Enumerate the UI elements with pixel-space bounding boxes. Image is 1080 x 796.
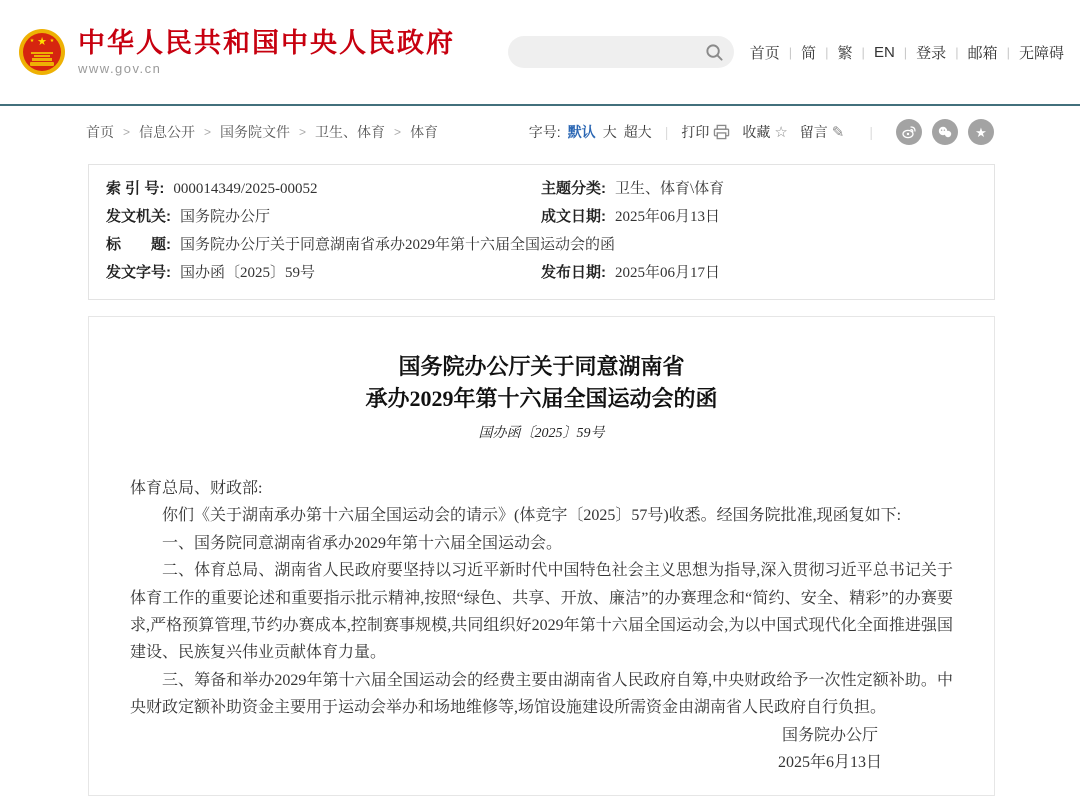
- font-size-default[interactable]: 默认: [567, 124, 596, 140]
- meta-theme-value: 卫生、体育\体育: [615, 181, 725, 197]
- meta-agency-value: 国务院办公厅: [180, 209, 271, 225]
- document-body: [130, 475, 953, 776]
- breadcrumb: [86, 122, 438, 142]
- signature-org: 国务院办公厅: [781, 726, 878, 744]
- star-outline-icon: ☆: [774, 124, 788, 141]
- star-icon: ★: [975, 124, 987, 140]
- meta-index-label: 索 引 号:: [106, 180, 165, 197]
- share-weibo-button[interactable]: [896, 119, 922, 145]
- document-content: [88, 316, 995, 796]
- nav-accessibility[interactable]: 无障碍: [1018, 44, 1064, 62]
- nav-english[interactable]: EN: [873, 43, 895, 61]
- document-number: 国办函〔2025〕59号: [478, 426, 605, 441]
- meta-written-date-label: 成文日期:: [541, 208, 606, 225]
- meta-row: [89, 259, 994, 287]
- signature-block: [130, 722, 953, 777]
- printer-icon: [713, 124, 730, 140]
- site-identity: [78, 28, 455, 76]
- page-tools: 字号: 默认 大 超大 | 打印 收藏 ☆ 留言 ✎ | ★: [529, 119, 994, 145]
- top-nav: 首页 | 简 | 繁 | EN | 登录 | 邮箱 | 无障碍: [749, 43, 1064, 62]
- nav-mail[interactable]: 邮箱: [967, 44, 998, 62]
- site-logo[interactable]: [18, 28, 455, 76]
- crumb-sports[interactable]: 体育: [410, 124, 439, 140]
- crumb-health-sports[interactable]: 卫生、体育: [315, 124, 386, 140]
- svg-text:★: ★: [49, 38, 55, 44]
- favorite-button[interactable]: 收藏 ☆: [742, 124, 788, 141]
- meta-written-date-value: 2025年06月13日: [615, 209, 721, 225]
- meta-agency-label: 发文机关:: [106, 208, 171, 225]
- meta-publish-date-label: 发布日期:: [541, 264, 606, 281]
- meta-publish-date-value: 2025年06月17日: [615, 265, 721, 281]
- chevron-right-icon: >: [123, 125, 131, 139]
- crumb-home[interactable]: 首页: [86, 124, 114, 140]
- chevron-right-icon: >: [204, 125, 212, 139]
- weibo-icon: [901, 124, 917, 140]
- site-header: [0, 0, 1080, 106]
- search-box[interactable]: [508, 36, 734, 68]
- search-icon: [705, 43, 724, 62]
- comment-button[interactable]: 留言 ✎: [799, 124, 845, 141]
- signature-date: 2025年6月13日: [777, 754, 882, 772]
- meta-row: [89, 203, 994, 231]
- svg-text:★: ★: [37, 36, 47, 48]
- meta-doc-number-value: 国办函〔2025〕59号: [180, 265, 316, 281]
- chevron-right-icon: >: [394, 125, 402, 139]
- paragraph: 二、体育总局、湖南省人民政府要坚持以习近平新时代中国特色社会主义思想为指导,深入贯彻习近平总书记关于体育工作的重要论述和重要指示批示精神,按照“绿色、共享、开放、廉洁”的办赛理念和“简约、安全、精彩”的办赛要求,严格预算管理,节约办赛成本,控制赛事规模,共同组织好2029年第十六届全国运动会,为以中国式现代化全面推进强国建设、民族复兴伟业贡献体育力量。: [130, 562, 953, 662]
- crumb-state-council-docs[interactable]: 国务院文件: [220, 124, 291, 140]
- meta-title-value: 国务院办公厅关于同意湖南省承办2029年第十六届全国运动会的函: [180, 237, 616, 253]
- national-emblem-icon: [18, 28, 66, 76]
- font-size-large[interactable]: 大: [602, 124, 617, 140]
- nav-home[interactable]: 首页: [749, 44, 780, 62]
- font-size-label: 字号:: [528, 124, 561, 140]
- share-wechat-button[interactable]: [932, 119, 958, 145]
- salutation: 体育总局、财政部:: [130, 480, 263, 497]
- search-input[interactable]: [524, 44, 705, 60]
- crumb-info-disclosure[interactable]: 信息公开: [139, 124, 196, 140]
- search-button[interactable]: [705, 43, 724, 62]
- site-url: www.gov.cn: [78, 61, 162, 76]
- paragraph: 一、国务院同意湖南省承办2029年第十六届全国运动会。: [162, 534, 563, 552]
- meta-index-value: 000014349/2025-00052: [173, 181, 318, 197]
- document-metadata: [88, 164, 995, 300]
- svg-text:★: ★: [29, 38, 35, 44]
- pencil-icon: ✎: [831, 124, 845, 141]
- document-title: 国务院办公厅关于同意湖南省 承办2029年第十六届全国运动会的函: [365, 354, 718, 411]
- nav-login[interactable]: 登录: [916, 44, 947, 62]
- site-title: 中华人民共和国中央人民政府: [78, 28, 455, 58]
- chevron-right-icon: >: [299, 125, 307, 139]
- nav-traditional[interactable]: 繁: [837, 44, 853, 62]
- paragraph: 你们《关于湖南承办第十六届全国运动会的请示》(体竞字〔2025〕57号)收悉。经国务院批准,现函复如下:: [162, 507, 902, 525]
- meta-row: [89, 175, 994, 203]
- nav-simplified[interactable]: 简: [801, 44, 817, 62]
- paragraph: 三、筹备和举办2029年第十六届全国运动会的经费主要由湖南省人民政府自筹,中央财政给予一次性定额补助。中央财政定额补助资金主要用于运动会举办和场地维修等,场馆设施建设所需资金由湖南省人民政府自行负担。: [130, 671, 953, 717]
- meta-theme-label: 主题分类:: [541, 180, 606, 197]
- font-size-xlarge[interactable]: 超大: [623, 124, 652, 140]
- wechat-icon: [937, 124, 953, 140]
- share-favorite-button[interactable]: [968, 119, 994, 145]
- meta-row: [89, 231, 994, 259]
- meta-title-label: 标 题:: [106, 236, 171, 253]
- header-right: [508, 36, 1064, 68]
- print-button[interactable]: 打印: [681, 122, 730, 142]
- meta-doc-number-label: 发文字号:: [106, 264, 171, 281]
- breadcrumb-toolbar: [0, 106, 1080, 154]
